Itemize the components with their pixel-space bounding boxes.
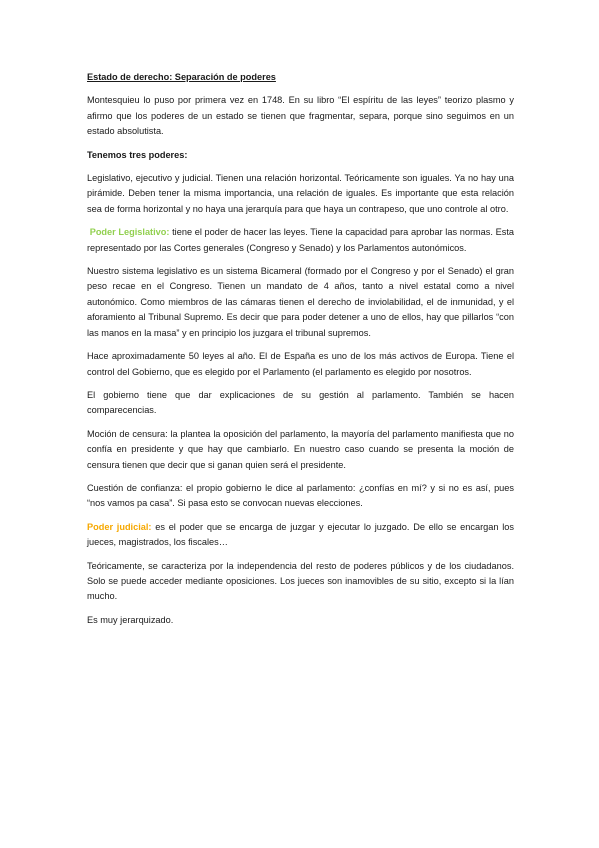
- bicameral-paragraph: Nuestro sistema legislativo es un sistema Bicameral (formado por el Congreso y por el Senado) el gran peso recae en el Congreso. Tienen un mandato de 4 años, tanto a nivel estatal como a nivel autonómico. Como miembros de las cámaras tienen el derecho de inviolabilidad, el de inmunidad, y el aforamiento al Tribunal Supremo. Es decir que para poder detener a uno de ellos, hay que pillarlos “con las manos en la masa” y en principio los juzgara el tribunal supremos.: [87, 266, 514, 338]
- closing-paragraph: Es muy jerarquizado.: [87, 614, 174, 625]
- confidence-question-paragraph: Cuestión de confianza: el propio gobierno le dice al parlamento: ¿confías en mí? y si no es así, pues “nos vamos pa casa”. Si pasa esto se convocan nuevas elecciones.: [87, 482, 514, 509]
- laws-per-year-paragraph: Hace aproximadamente 50 leyes al año. El de España es uno de los más activos de Europa. Tiene el control del Gobierno, que es elegido por el Parlamento (el parlamento es elegido por nosotros.: [87, 351, 514, 377]
- judicial-paragraph: [87, 520, 514, 551]
- judicial-text: es el poder que se encarga de juzgar y ejecutar lo juzgado. De ello se encargan los jueces, magistrados, los fiscales…: [87, 521, 514, 548]
- legislative-paragraph: [87, 225, 514, 256]
- document-page: [87, 70, 514, 636]
- legislative-label: Poder Legislativo:: [89, 227, 170, 238]
- document-title: Estado de derecho: Separación de poderes: [87, 72, 276, 82]
- censure-motion-paragraph: Moción de censura: la plantea la oposición del parlamento, la mayoría del parlamento manifiesta que no confía en presidente y que hay que cambiarlo. En nuestro caso cuando se presenta la moción de censura tienen que decir que si ganan quien será el presidente.: [87, 428, 514, 470]
- powers-overview-paragraph: Legislativo, ejecutivo y judicial. Tienen una relación horizontal. Teóricamente son iguales. Ya no hay una pirámide. Deben tener la misma importancia, una relación de iguales. Es importante que esta relación sea de forma horizontal y no haya una jerarquía para que haya un contrapeso, que uno controle al otro.: [87, 173, 514, 214]
- intro-paragraph: Montesquieu lo puso por primera vez en 1748. En su libro “El espíritu de las leyes” teorizo plasmo y afirmo que los poderes de un estado se tienen que fragmentar, separa, porque sino seguimos en un estado absolutista.: [87, 95, 514, 137]
- independence-paragraph: Teóricamente, se caracteriza por la independencia del resto de poderes públicos y de los ciudadanos. Solo se puede acceder mediante oposiciones. Los jueces son inamovibles de su sitio, excepto si la lían mucho.: [87, 560, 514, 602]
- government-explains-paragraph: El gobierno tiene que dar explicaciones de su gestión al parlamento. También se hacen comparecencias.: [87, 389, 514, 416]
- judicial-label: Poder judicial:: [87, 521, 152, 532]
- legislative-text: tiene el poder de hacer las leyes. Tiene la capacidad para aprobar las normas. Esta representado por las Cortes generales (Congreso y Senado) y los Parlamentos autonómicos.: [87, 227, 514, 253]
- subheading-three-powers: Tenemos tres poderes:: [87, 149, 188, 160]
